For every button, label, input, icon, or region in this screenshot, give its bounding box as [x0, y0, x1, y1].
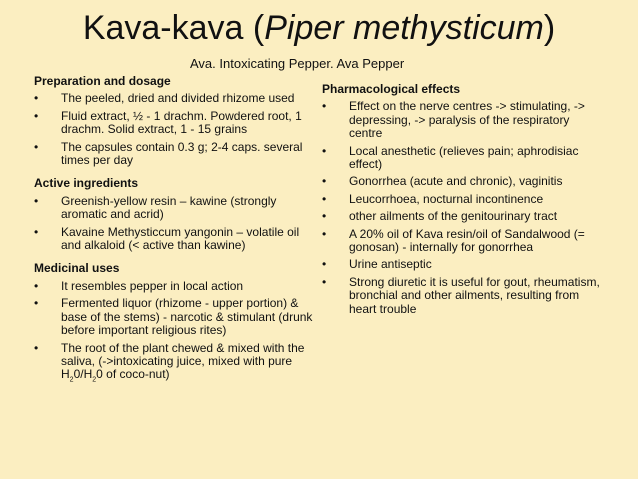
list-item: • It resembles pepper in local action	[34, 278, 244, 293]
bullet-icon: •	[322, 226, 327, 241]
list-item: • A 20% oil of Kava resin/oil of Sandalwood (= gonosan) - internally for gonorrhea	[322, 226, 585, 255]
bullet-icon: •	[322, 174, 327, 189]
bullet-icon: •	[322, 99, 327, 114]
list-item: • The capsules contain 0.3 g; 2-4 caps. several times per day	[34, 139, 303, 168]
list-item: • Local anesthetic (relieves pain; aphrodisiac effect)	[322, 143, 579, 172]
list-item: • Greenish-yellow resin – kawine (strongly aromatic and acrid)	[34, 193, 277, 222]
list-item: • The peeled, dried and divided rhizome used	[34, 91, 295, 106]
active-ingredients-section	[34, 177, 316, 252]
slide-title	[0, 8, 638, 48]
list-item: • Effect on the nerve centres -> stimulating, -> depressing, -> paralysis of the respiratory centre	[322, 99, 585, 141]
pharmacological-heading: Pharmacological effects	[322, 82, 461, 96]
list-item: • other ailments of the genitourinary tract	[322, 209, 558, 224]
pharmacological-list	[322, 100, 602, 316]
active-ingredients-heading: Active ingredients	[34, 176, 139, 191]
bullet-icon: •	[34, 278, 39, 293]
left-column	[34, 75, 316, 392]
bullet-icon: •	[322, 209, 327, 224]
bullet-icon: •	[322, 257, 327, 272]
bullet-icon: •	[34, 193, 39, 208]
bullet-icon: •	[34, 296, 39, 311]
bullet-icon: •	[34, 108, 39, 123]
bullet-icon: •	[322, 191, 327, 206]
active-ingredients-list	[34, 195, 316, 253]
list-item: • The root of the plant chewed & mixed with the saliva, (->intoxicating juice, mixed with pure $H_20/H_20$ of coco-nut)	[34, 340, 305, 384]
medicinal-uses-section	[34, 261, 316, 384]
list-item: • Strong diuretic it is useful for gout, rheumatism, bronchial and other ailments, resulting from heart trouble	[322, 274, 600, 316]
title-close-paren: )	[543, 9, 556, 47]
medicinal-uses-heading: Medicinal uses	[34, 261, 120, 276]
list-item: • Leucorrhoea, nocturnal incontinence	[322, 191, 544, 206]
list-item: • Gonorrhea (acute and chronic), vaginitis	[322, 174, 563, 189]
medicinal-uses-list	[34, 280, 316, 382]
list-item: • Fluid extract, ½ - 1 drachm. Powdered root, 1 drachm. Solid extract, 1 - 15 grains	[34, 108, 302, 137]
bullet-icon: •	[322, 143, 327, 158]
subtitle: Ava. Intoxicating Pepper. Ava Pepper	[190, 56, 405, 71]
bullet-icon: •	[34, 340, 39, 355]
list-item: • Urine antiseptic	[322, 257, 432, 272]
title-latin-name: Piper methysticum	[264, 9, 544, 47]
bullet-icon: •	[34, 139, 39, 154]
list-item: • Kavaine Methysticcum yangonin – volatile oil and alkaloid (< active than kawine)	[34, 224, 300, 253]
right-column	[322, 83, 602, 320]
list-item: • Fermented liquor (rhizome - upper portion) & base of the stems) - narcotic & stimulant (drunk before important religious rites)	[34, 296, 313, 338]
bullet-icon: •	[34, 91, 39, 106]
title-text: Kava-kava (	[82, 9, 265, 47]
preparation-list	[34, 92, 316, 167]
preparation-section	[34, 75, 316, 167]
preparation-heading: Preparation and dosage	[34, 74, 171, 88]
bullet-icon: •	[322, 274, 327, 289]
bullet-icon: •	[34, 224, 39, 239]
